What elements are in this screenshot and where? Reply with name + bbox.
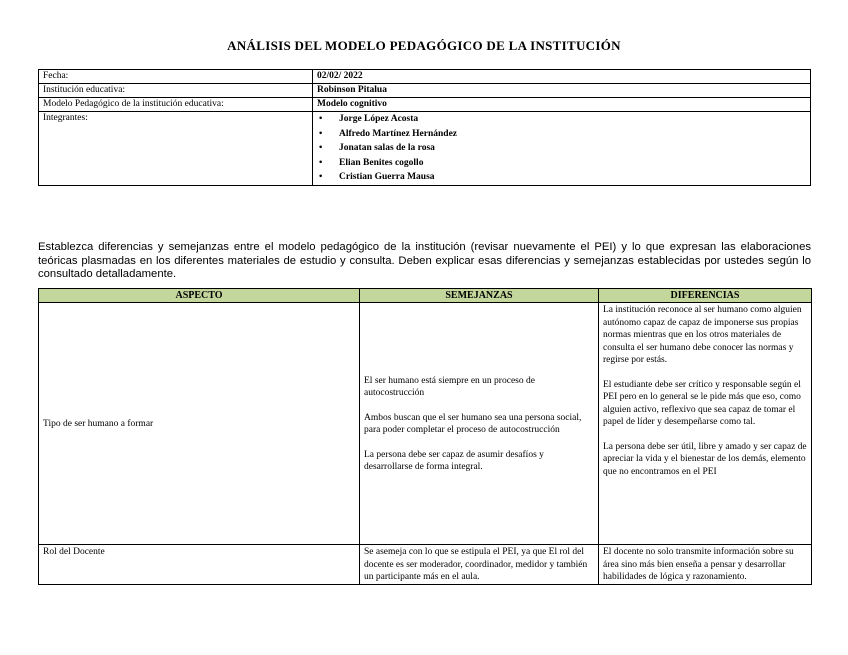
bullet-icon: • [319,128,323,139]
header-semejanzas: SEMEJANZAS [360,289,599,303]
semejanza-text: Ambos buscan que el ser humano sea una persona social, para poder completar el proceso de autocostrucción [364,412,582,435]
integrantes-list [317,112,806,185]
semejanzas-cell [360,303,599,545]
analysis-table [38,288,812,585]
bullet-icon: • [319,114,323,124]
bullet-icon: • [319,143,323,153]
modelo-value: Modelo cognitivo [313,98,811,112]
bullet-icon: • [319,157,323,168]
fecha-value: 02/02/ 2022 [313,70,811,84]
institucion-value: Robinson Pitalua [313,84,811,98]
integrantes-list-cell [313,112,811,186]
semejanza-text: La persona debe ser capaz de asumir desafíos y desarrollarse de forma integral. [364,449,544,472]
table-row [39,545,812,585]
aspect-cell: Tipo de ser humano a formar [39,303,360,545]
info-row-fecha [39,70,811,84]
diferencia-text: El estudiante debe ser crítico y responsable según el PEI pero en lo general se le pide más que eso, como alguien activo, reflexivo que sea capaz de tomar el papel de líder y desempeñarse como tal. [603,379,801,427]
list-item [317,170,806,185]
table-header-row [39,289,812,303]
bullet-icon: • [319,172,323,182]
list-item [317,127,806,142]
integrante-name: Jonatan salas de la rosa [339,143,435,153]
aspect-cell: Rol del Docente [39,545,360,585]
semejanza-text: El ser humano está siempre en un proceso de autocostrucción [364,375,535,398]
list-item [317,141,806,156]
diferencias-cell [599,545,812,585]
info-row-integrantes [39,112,811,186]
list-item [317,156,806,171]
fecha-label: Fecha: [39,70,313,84]
list-item [317,112,806,127]
diferencia-text: El docente no solo transmite información sobre su área sino más bien enseña a pensar y desarrollar habilidades de lógica y razonamiento. [603,547,794,582]
integrantes-label: Integrantes: [39,112,313,186]
info-row-modelo [39,98,811,112]
info-row-institucion [39,84,811,98]
modelo-label: Modelo Pedagógico de la institución educativa: [39,98,313,112]
institucion-label: Institución educativa: [39,84,313,98]
integrante-name: Elian Benites cogollo [339,157,424,168]
header-diferencias: DIFERENCIAS [599,289,812,303]
table-row [39,303,812,545]
semejanza-text: Se asemeja con lo que se estipula el PEI, ya que El rol del docente es ser moderador, coordinador, medidor y también un participante más en el aula. [364,547,588,582]
semejanzas-cell [360,545,599,585]
document-title: ANÁLISIS DEL MODELO PEDAGÓGICO DE LA INSTITUCIÓN [227,38,621,53]
integrante-name: Alfredo Martínez Hernández [339,128,458,139]
diferencia-text: La institución reconoce al ser humano como alguien autónomo capaz de capaz de imponerse sus propias normas mientras que en los otros materiales de consulta el ser humano debe conocer las normas y regirse por estás. [603,305,802,365]
diferencia-text: La persona debe ser útil, libre y amado y ser capaz de apreciar la vida y el bienestar de los demás, elemento que no encontramos en el PEI [603,441,807,477]
header-aspecto: ASPECTO [39,289,360,303]
instructions-paragraph: Establezca diferencias y semejanzas entre el modelo pedagógico de la institución (revisar nuevamente el PEI) y lo que expresan las elaboraciones teóricas plasmadas en los diferentes materiales de estudio y consulta. Deben explicar esas diferencias y semejanzas establecidas por ustedes según lo consultado detalladamente. [38,241,811,281]
integrante-name: Cristian Guerra Mausa [339,172,435,182]
integrante-name: Jorge López Acosta [339,114,419,124]
diferencias-cell [599,303,812,545]
info-table [38,69,811,186]
